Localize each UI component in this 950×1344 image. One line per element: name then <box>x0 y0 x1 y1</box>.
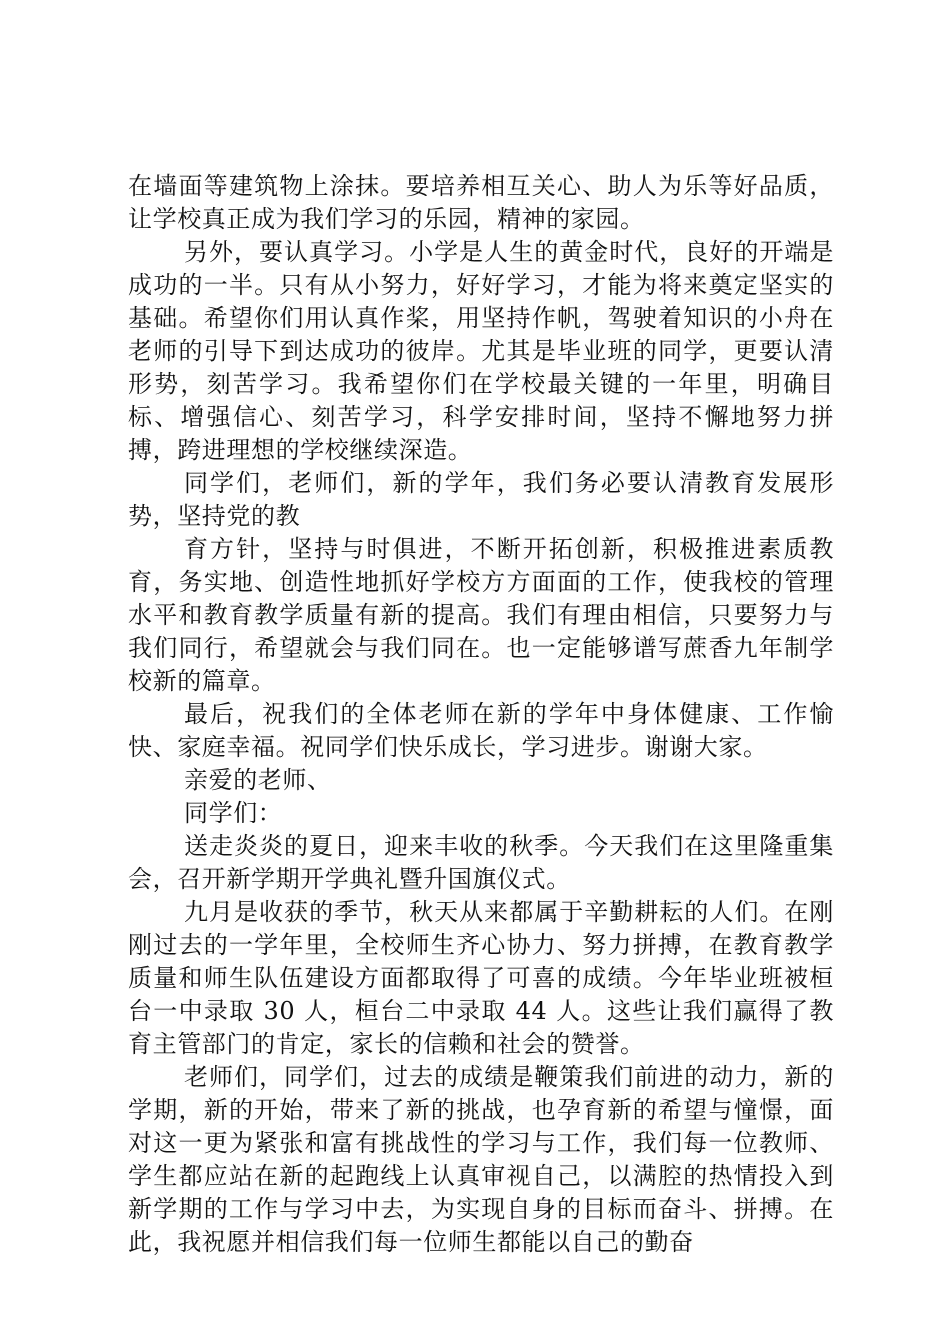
salutation-line: 同学们： <box>184 799 283 827</box>
document-body <box>128 170 834 1259</box>
paragraph: 在墙面等建筑物上涂抹。要培养相互关心、助人为乐等好品质，让学校真正成为我们学习的乐园，精神的家园。 <box>128 172 834 233</box>
paragraph: 另外，要认真学习。小学是人生的黄金时代，良好的开端是成功的一半。只有从小努力，好好学习，才能为将来奠定坚实的基础。希望你们用认真作桨，用坚持作帆，驾驶着知识的小舟在老师的引导下到达成功的彼岸。尤其是毕业班的同学，更要认清形势，刻苦学习。我希望你们在学校最关键的一年里，明确目标、增强信心、刻苦学习，科学安排时间，坚持不懈地努力拼搏，跨进理想的学校继续深造。 <box>128 238 834 464</box>
paragraph: 老师们，同学们，过去的成绩是鞭策我们前进的动力，新的学期，新的开始，带来了新的挑战，也孕育新的希望与憧憬，面对这一更为紧张和富有挑战性的学习与工作，我们每一位教师、学生都应站在新的起跑线上认真审视自己，以满腔的热情投入到新学期的工作与学习中去，为实现自身的目标而奋斗、拼搏。在此，我祝愿并相信我们每一位师生都能以自己的勤奋 <box>128 1063 834 1256</box>
salutation-line: 亲爱的老师、 <box>184 766 332 794</box>
paragraph: 同学们，老师们，新的学年，我们务必要认清教育发展形势，坚持党的教 <box>128 469 834 530</box>
paragraph: 育方针，坚持与时俱进，不断开拓创新，积极推进素质教育，务实地、创造性地抓好学校方方面面的工作，使我校的管理水平和教育教学质量有新的提高。我们有理由相信，只要努力与我们同行，希望就会与我们同在。也一定能够谱写蔗香九年制学校新的篇章。 <box>128 535 834 695</box>
paragraph: 送走炎炎的夏日，迎来丰收的秋季。今天我们在这里隆重集会，召开新学期开学典礼暨升国旗仪式。 <box>128 832 834 893</box>
paragraph: 九月是收获的季节，秋天从来都属于辛勤耕耘的人们。在刚刚过去的一学年里，全校师生齐心协力、努力拼搏，在教育教学质量和师生队伍建设方面都取得了可喜的成绩。今年毕业班被桓台一中录取 30 人，桓台二中录取 44 人。这些让我们赢得了教育主管部门的肯定，家长的信赖和社会的赞誉。 <box>128 898 834 1058</box>
paragraph: 最后，祝我们的全体老师在新的学年中身体健康、工作愉快、家庭幸福。祝同学们快乐成长，学习进步。谢谢大家。 <box>128 700 834 761</box>
